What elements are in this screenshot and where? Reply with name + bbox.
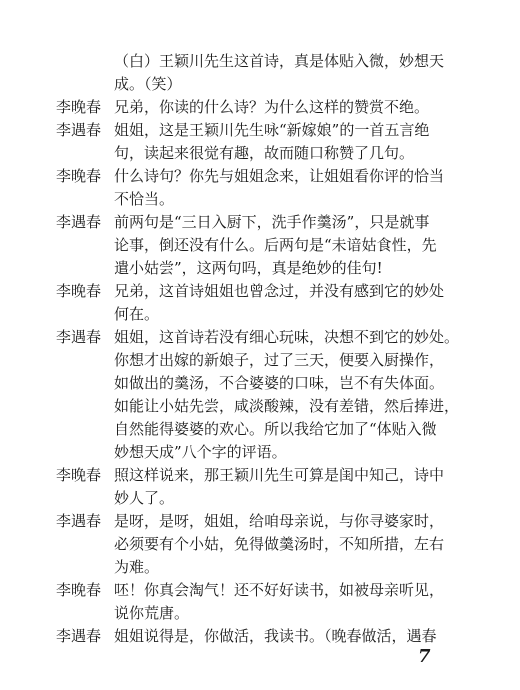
page-number: 7 — [418, 646, 431, 667]
speech-text — [114, 96, 456, 119]
speech-text — [114, 211, 456, 280]
script-body — [56, 50, 460, 648]
speech-line: 为难。 — [114, 558, 160, 576]
speech-line: （白）王颖川先生这首诗，真是体贴入微，妙想天 — [114, 52, 445, 70]
speaker-name: 李晚春 — [56, 167, 102, 185]
speaker-name: 李晚春 — [56, 581, 102, 599]
speech-line: 妙想天成”八个字的评语。 — [114, 443, 287, 461]
speech-line: 兄弟，这首诗姐姐也曾念过，并没有感到它的妙处 — [114, 282, 445, 300]
speech-line: 你想才出嫁的新娘子，过了三天，便要入厨操作， — [114, 351, 445, 369]
speaker-name: 李遇春 — [56, 512, 102, 530]
speech-line: 姐姐，这是王颖川先生咏“新嫁娘”的一首五言绝 — [114, 121, 430, 139]
speech-line: 成。（笑） — [114, 75, 182, 93]
dialogue-entry — [56, 579, 456, 625]
speech-line: 不恰当。 — [114, 190, 175, 208]
speech-text — [114, 119, 456, 165]
speech-line: 姐姐说得是，你做活，我读书。（晚春做活，遇春 — [114, 627, 437, 645]
speech-text — [114, 510, 456, 579]
speech-line: 姐姐，这首诗若没有细心玩味，决想不到它的妙处。 — [114, 328, 460, 346]
speech-line: 照这样说来，那王颖川先生可算是闺中知己，诗中 — [114, 466, 445, 484]
speaker-name: 李晚春 — [56, 466, 102, 484]
dialogue-entry — [56, 280, 456, 326]
speech-text — [114, 326, 459, 464]
speaker-name: 李遇春 — [56, 627, 102, 645]
speech-text — [114, 165, 456, 211]
speech-line: 说你荒唐。 — [114, 604, 190, 622]
speech-text — [114, 280, 456, 326]
speech-text — [114, 464, 456, 510]
speech-line: 如做出的羹汤，不合婆婆的口味，岂不有失体面。 — [114, 374, 445, 392]
speaker-name: 李遇春 — [56, 328, 102, 346]
speech-line: 呸！你真会淘气！还不好好读书，如被母亲听见， — [114, 581, 445, 599]
speaker-name: 李晚春 — [56, 282, 102, 300]
speech-text — [114, 50, 456, 96]
speaker-name: 李遇春 — [56, 213, 102, 231]
dialogue-entry — [56, 50, 456, 96]
speech-text — [114, 579, 456, 625]
speech-text — [114, 625, 456, 648]
speech-line: 论事，倒还没有什么。后两句是“未谙姑食性，先 — [114, 236, 437, 254]
speech-line: 如能让小姑先尝，咸淡酸辣，没有差错，然后捧进， — [114, 397, 460, 415]
dialogue-entry — [56, 165, 456, 211]
speech-line: 自然能得婆婆的欢心。所以我给它加了“体贴入微 — [114, 420, 437, 438]
dialogue-entry — [56, 625, 456, 648]
speech-line: 遣小姑尝”，这两句吗，真是绝妙的佳句! — [114, 259, 383, 277]
speech-line: 何在。 — [114, 305, 160, 323]
dialogue-entry — [56, 96, 456, 119]
speech-line: 什么诗句？你先与姐姐念来，让姐姐看你评的恰当 — [114, 167, 445, 185]
dialogue-entry — [56, 510, 456, 579]
speech-line: 句，读起来很觉有趣，故而随口称赞了几句。 — [114, 144, 415, 162]
dialogue-entry — [56, 326, 460, 464]
speech-line: 是呀，是呀，姐姐，给咱母亲说，与你寻婆家时， — [114, 512, 445, 530]
speech-line: 兄弟，你读的什么诗？为什么这样的赞赏不绝。 — [114, 98, 430, 116]
speech-line: 必须要有个小姑，免得做羹汤时，不知所措，左右 — [114, 535, 445, 553]
speaker-name: 李晚春 — [56, 98, 102, 116]
speech-line: 妙人了。 — [114, 489, 175, 507]
speaker-name: 李遇春 — [56, 121, 102, 139]
speech-line: 前两句是“三日入厨下，洗手作羹汤”，只是就事 — [114, 213, 430, 231]
dialogue-entry — [56, 211, 456, 280]
dialogue-entry — [56, 119, 456, 165]
dialogue-entry — [56, 464, 456, 510]
